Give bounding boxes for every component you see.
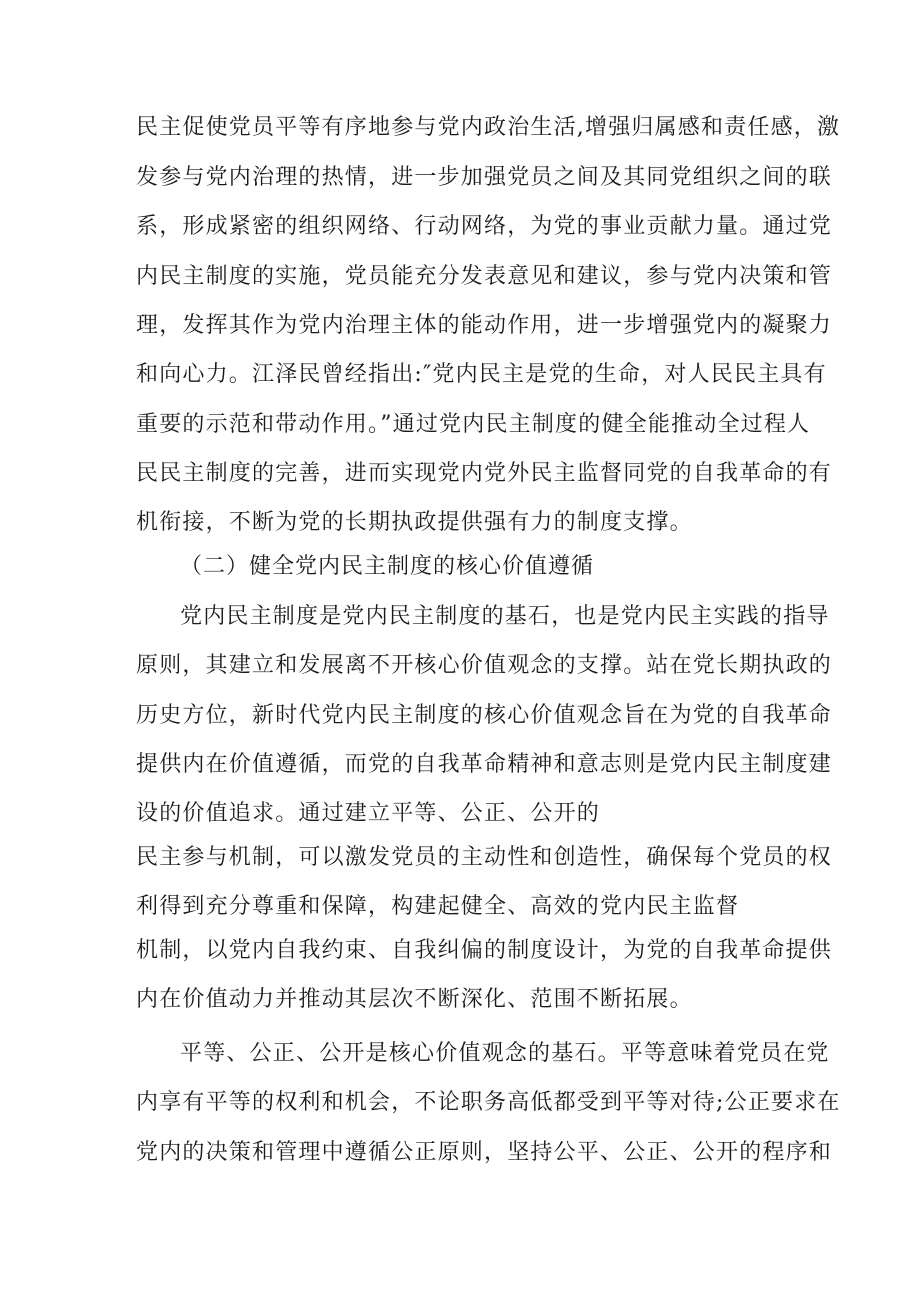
text-line: 民民主制度的完善，进而实现党内党外民主监督同党的自我革命的有 [136,461,833,486]
text-line: 发参与党内治理的热情，进一步加强党员之间及其同党组织之间的联 [136,165,833,190]
text-line: 民主参与机制，可以激发党员的主动性和创造性，确保每个党员的权 [136,845,833,870]
text-line: 党内的决策和管理中遵循公正原则，坚持公平、公正、公开的程序和 [136,1140,833,1165]
text-line: 内享有平等的权利和机会，不论职务高低都受到平等对待;公正要求在 [136,1090,841,1115]
text-line: 理，发挥其作为党内治理主体的能动作用，进一步增强党内的凝聚力 [136,313,833,338]
text-line: 提供内在价值遵循，而党的自我革命精神和意志则是党内民主制度建 [136,752,833,777]
text-line: 设的价值追求。通过建立平等、公正、公开的 [136,801,601,826]
text-line: 党内民主制度是党内民主制度的基石，也是党内民主实践的指导 [180,604,830,629]
text-line: 历史方位，新时代党内民主制度的核心价值观念旨在为党的自我革命 [136,703,833,728]
text-line: 机制，以党内自我约束、自我纠偏的制度设计，为党的自我革命提供 [136,938,833,963]
text-line: 平等、公正、公开是核心价值观念的基石。平等意味着党员在党 [180,1041,830,1066]
text-line: 重要的示范和带动作用。”通过党内民主制度的健全能推动全过程人 [136,412,811,437]
text-line: 利得到充分尊重和保障，构建起健全、高效的党内民主监督 [136,894,740,919]
text-line: 内在价值动力并推动其层次不断深化、范围不断拓展。 [136,987,693,1012]
text-line: 系，形成紧密的组织网络、行动网络，为党的事业贡献力量。通过党 [136,214,833,239]
text-line: 原则，其建立和发展离不开核心价值观念的支撑。站在党长期执政的 [136,653,833,678]
text-line: 内民主制度的实施，党员能充分发表意见和建议，参与党内决策和管 [136,264,833,289]
text-line: 和向心力。江泽民曾经指出:″党内民主是党的生命，对人民民主具有 [136,362,827,387]
text-line: 民主促使党员平等有序地参与党内政治生活,增强归属感和责任感，激 [136,115,841,140]
text-line: 机衔接，不断为党的长期执政提供强有力的制度支撑。 [136,510,693,535]
section-heading: （二）健全党内民主制度的核心价值遵循 [180,554,595,579]
